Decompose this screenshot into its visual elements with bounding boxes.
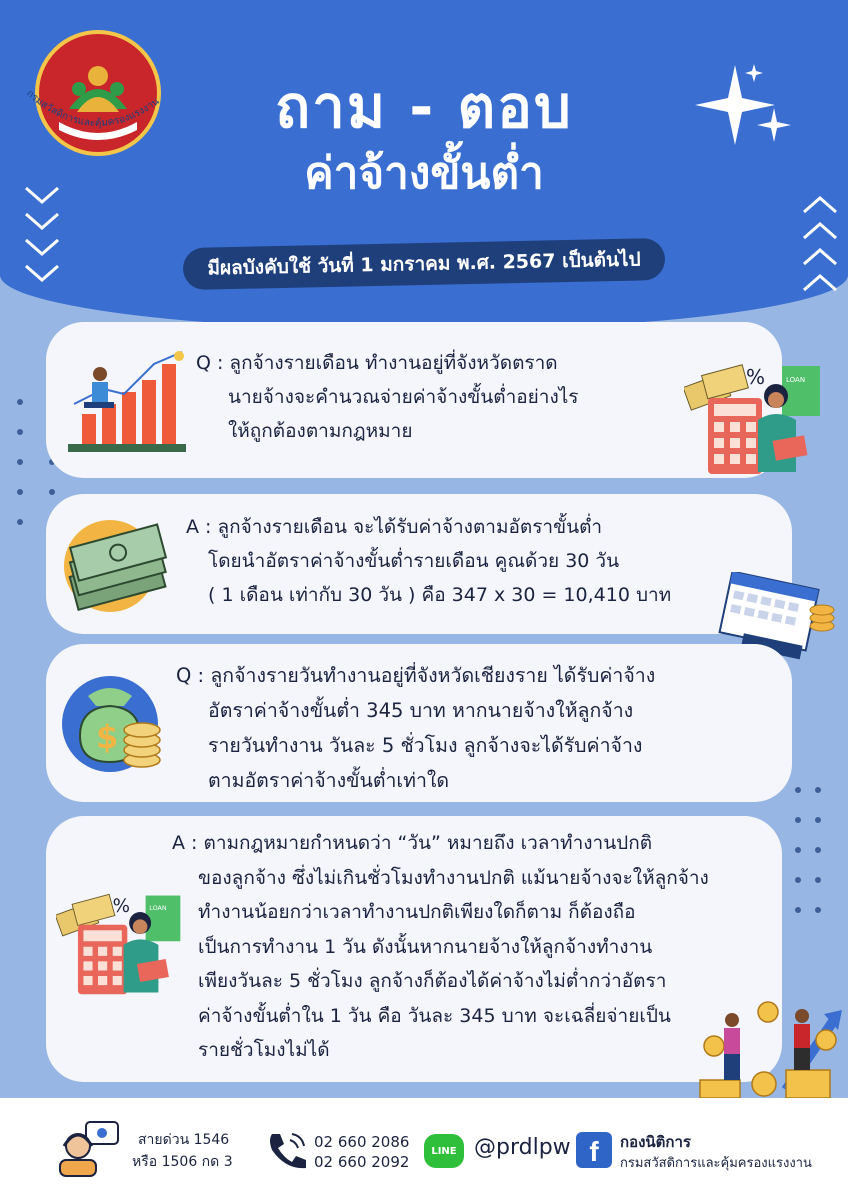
facebook-page-name[interactable]: กองนิติการ (620, 1133, 691, 1151)
qa4-line-1: A : ตามกฎหมายกำหนดว่า “วัน” หมายถึง เวลาทำงานปกติ (172, 832, 653, 854)
qa1-line-1: Q : ลูกจ้างรายเดือน ทำงานอยู่ที่จังหวัดตราด (196, 352, 558, 374)
cash-stack-icon (58, 514, 174, 612)
page-subtitle: ค่าจ้างขั้นต่ำ (304, 148, 544, 199)
facebook-page-org: กรมสวัสดิการและคุ้มครองแรงงาน (620, 1156, 812, 1171)
hotline-number: สายด่วน 1546 (138, 1132, 230, 1148)
line-id[interactable]: @prdlpw (474, 1135, 571, 1160)
qa4-line-7: รายชั่วโมงไม่ได้ (198, 1039, 330, 1061)
hotline-alt: หรือ 1506 กด 3 (132, 1154, 233, 1170)
qa3-line-2: อัตราค่าจ้างขั้นต่ำ 345 บาท หากนายจ้างให้ลูกจ้าง (208, 699, 634, 722)
qa3-line-3: รายวันทำงาน วันละ 5 ชั่วโมง ลูกจ้างจะได้รับค่าจ้าง (208, 734, 643, 757)
line-app-icon: LINE (424, 1134, 464, 1168)
qa2-line-2: โดยนำอัตราค่าจ้างขั้นต่ำรายเดือน คูณด้วย 30 วัน (208, 550, 620, 572)
page-title: ถาม - ตอบ (275, 73, 573, 141)
svg-text:กรมสวัสดิการและคุ้มครองแรงงาน: กรมสวัสดิการและคุ้มครองแรงงาน (24, 88, 162, 130)
svg-text:%: % (112, 896, 131, 917)
svg-text:LOAN: LOAN (786, 376, 806, 384)
qa3-line-1: Q : ลูกจ้างรายวันทำงานอยู่ที่จังหวัดเชียงราย ได้รับค่าจ้าง (176, 664, 656, 687)
facebook-icon: f (576, 1132, 612, 1168)
qa4-line-4: เป็นการทำงาน 1 วัน ดังนั้นหากนายจ้างให้ลูกจ้างทำงาน (198, 935, 653, 958)
money-bag-icon (58, 666, 170, 774)
qa4-line-6: ค่าจ้างขั้นต่ำใน 1 วัน คือ วันละ 345 บาท จะเฉลี่ยจ่ายเป็น (198, 1004, 671, 1027)
qa4-line-3: ทำงานน้อยกว่าเวลาทำงานปกติเพียงใดก็ตาม ก็ต้องถือ (198, 901, 636, 923)
chevron-down-icon (22, 182, 62, 292)
qa2-line-1: A : ลูกจ้างรายเดือน จะได้รับค่าจ้างตามอัตราขั้นต่ำ (186, 516, 603, 538)
coins-people-icon (694, 1000, 844, 1100)
dot-grid-decoration (792, 780, 838, 920)
chevron-up-icon (800, 192, 840, 302)
qa3-line-4: ตามอัตราค่าจ้างขั้นต่ำเท่าใด (208, 769, 450, 792)
qa2-line-3: ( 1 เดือน เท่ากับ 30 วัน ) คือ 347 x 30 = 10,410 บาท (208, 584, 672, 606)
calculator-woman-icon (684, 360, 824, 478)
qa-card-3 (46, 644, 792, 802)
svg-text:$: $ (96, 718, 119, 756)
phone-number-2[interactable]: 02 660 2092 (314, 1153, 410, 1171)
svg-text:%: % (746, 365, 766, 389)
qa-card-1 (46, 322, 782, 478)
qa1-line-2: นายจ้างจะคำนวณจ่ายค่าจ้างขั้นต่ำอย่างไร (228, 386, 579, 408)
qa-card-4 (46, 816, 782, 1082)
svg-text:LOAN: LOAN (149, 904, 167, 913)
calculator-woman-icon (56, 888, 184, 1000)
phone-icon (266, 1130, 308, 1170)
qa4-line-2: ของลูกจ้าง ซึ่งไม่เกินชั่วโมงทำงานปกติ แม้นายจ้างจะให้ลูกจ้าง (198, 866, 709, 889)
headset-icon (56, 1120, 122, 1178)
qa-card-2 (46, 494, 792, 634)
effective-date-badge: มีผลบังคับใช้ วันที่ 1 มกราคม พ.ศ. 2567 เป็นต้นไป (183, 238, 666, 290)
qa4-line-5: เพียงวันละ 5 ชั่วโมง ลูกจ้างก็ต้องได้ค่าจ้างไม่ต่ำกว่าอัตรา (198, 970, 667, 992)
chart-person-icon (64, 344, 192, 456)
qa1-line-3: ให้ถูกต้องตามกฎหมาย (228, 420, 413, 442)
phone-number-1[interactable]: 02 660 2086 (314, 1133, 410, 1151)
